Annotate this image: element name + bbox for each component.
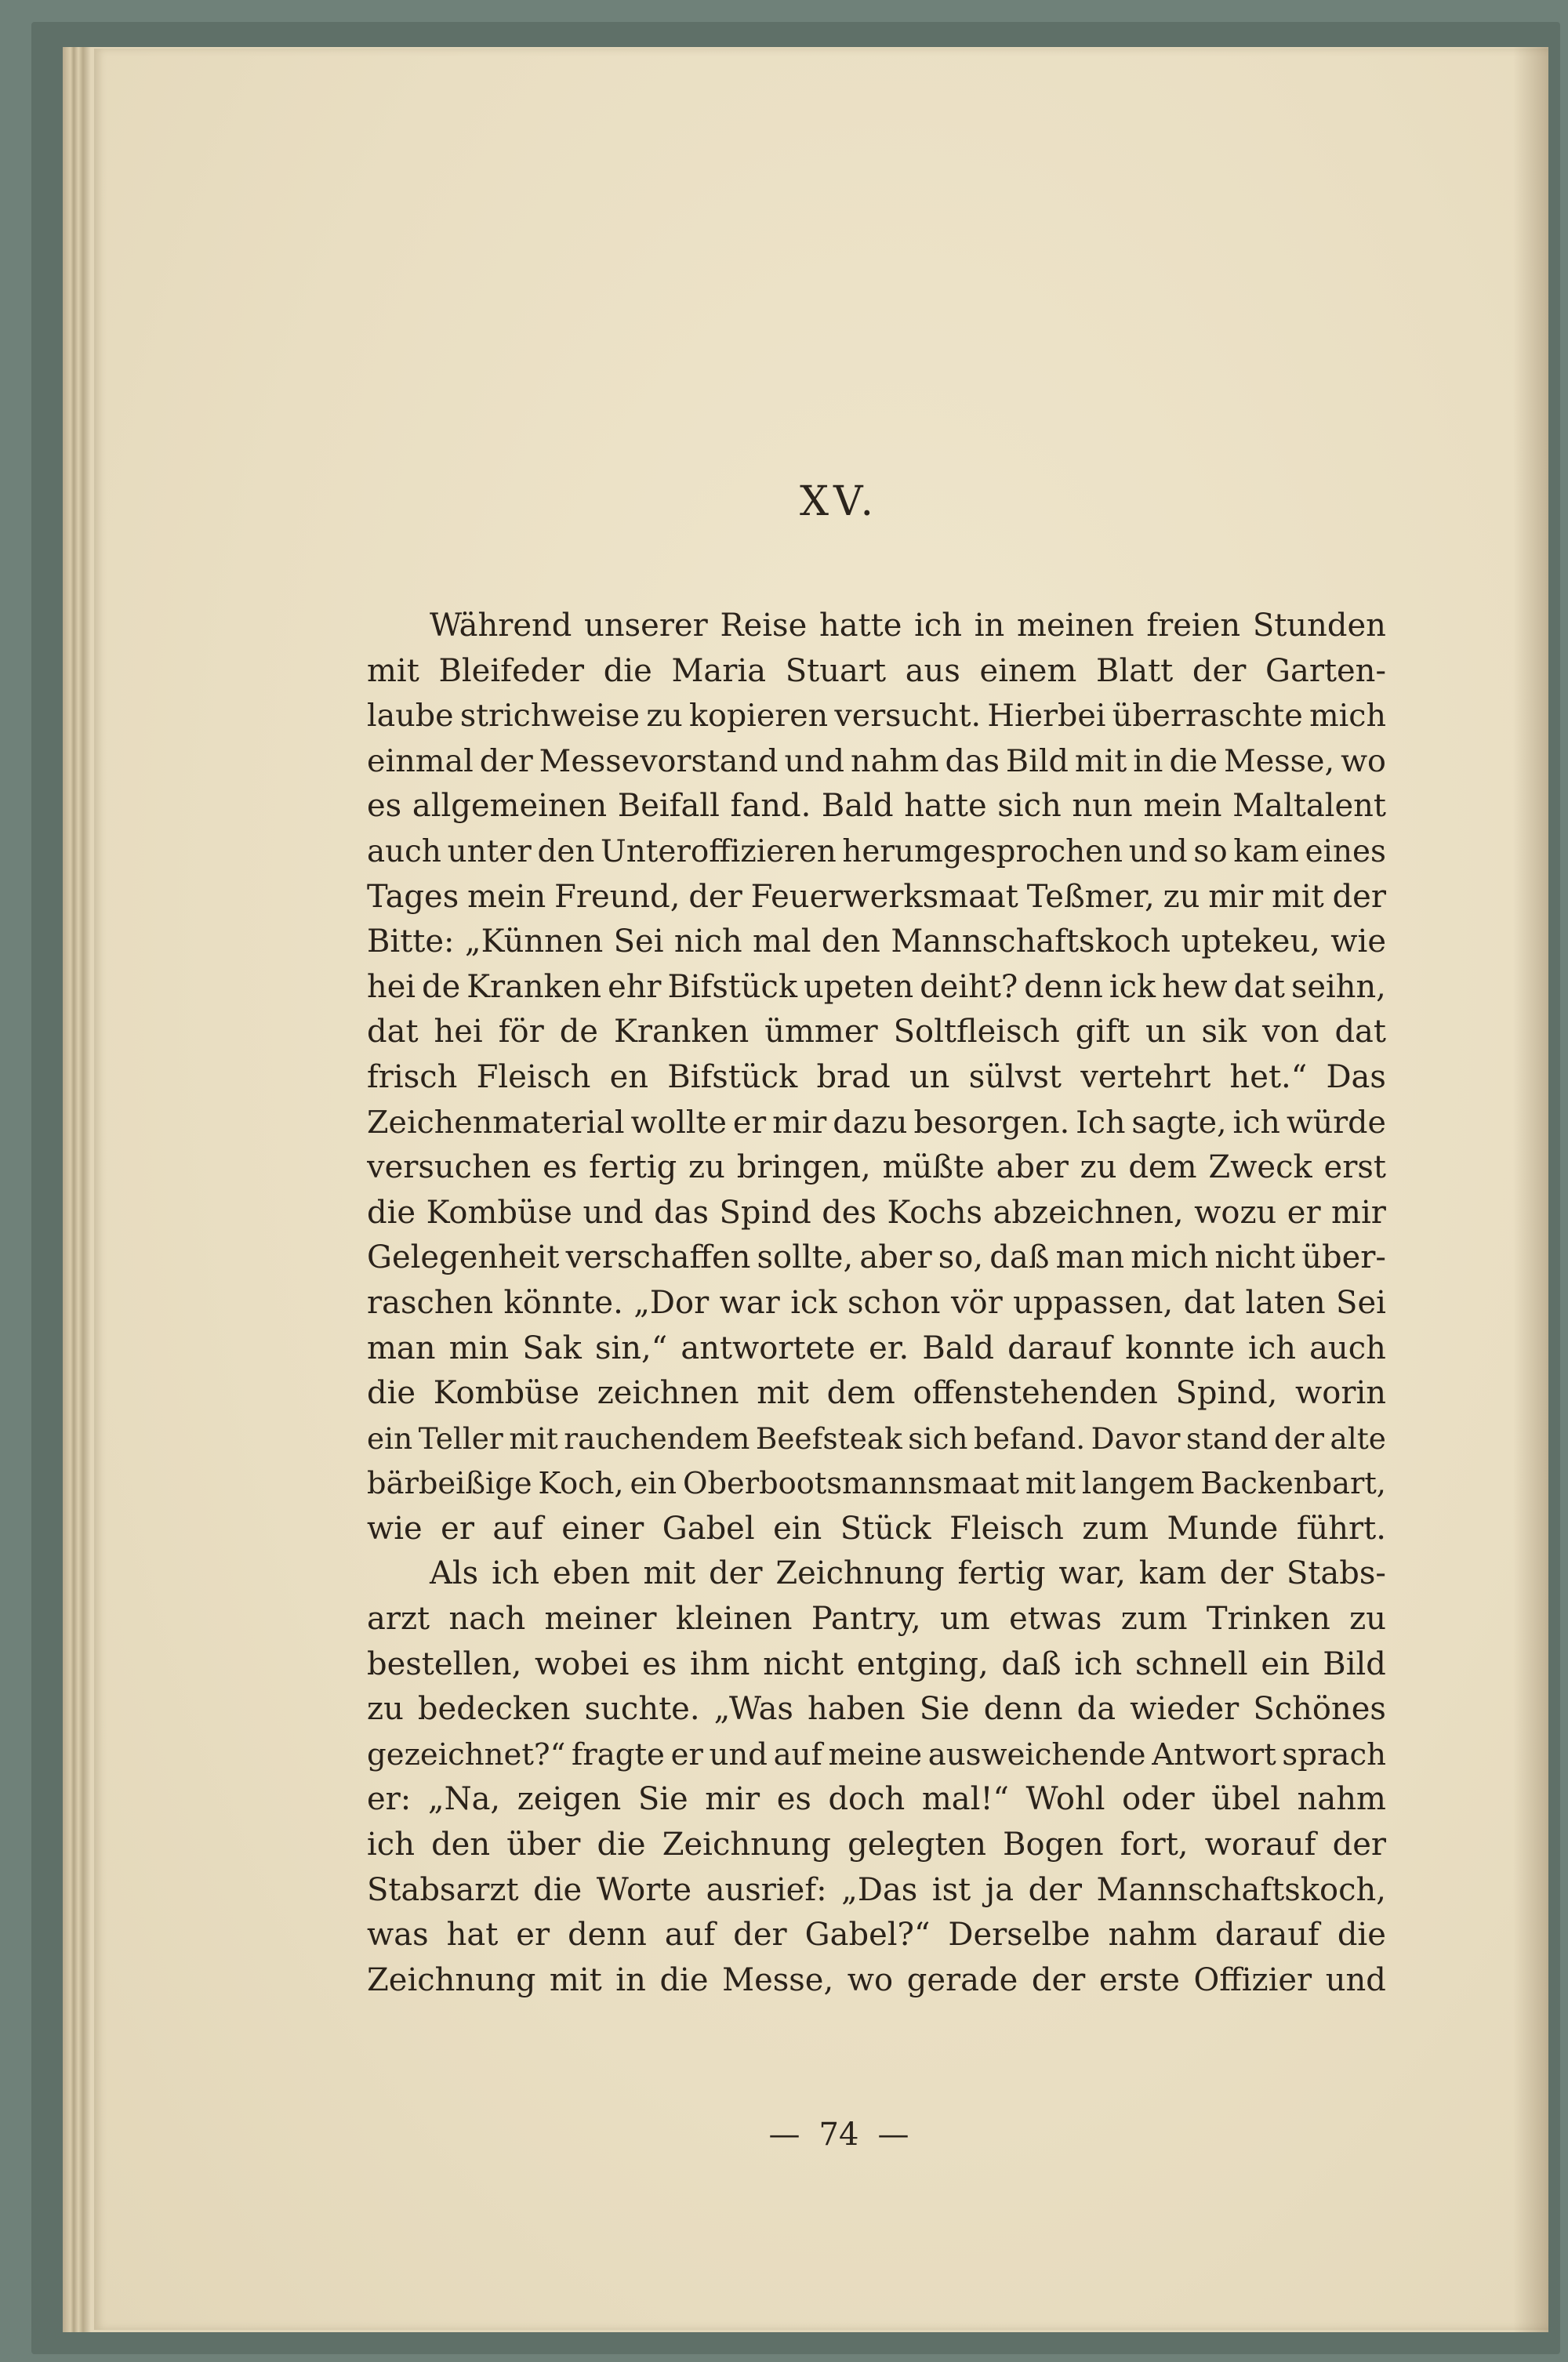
text-line: die Kombüse und das Spind des Kochs abzeichnen, wozu er mir (367, 1194, 1386, 1231)
text-line: versuchen es fertig zu bringen, müßte aber zu dem Zweck erst (367, 1149, 1386, 1186)
text-line: man min Sak sin,“ antwortete er. Bald darauf konnte ich auch (367, 1330, 1386, 1366)
folio-dash-left: — (768, 2117, 800, 2153)
text-line: ein Teller mit rauchendem Beefsteak sich befand. Davor stand der alte (367, 1420, 1386, 1456)
text-line: Zeichenmaterial wollte er mir dazu besorgen. Ich sagte, ich würde (367, 1104, 1386, 1141)
text-line: frisch Fleisch en Bifstück brad un sülvst vertehrt het.“ Das (367, 1058, 1386, 1095)
text-line: Tages mein Freund, der Feuerwerksmaat Teßmer, zu mir mit der (367, 878, 1386, 915)
text-line: hei de Kranken ehr Bifstück upeten deiht? denn ick hew dat seihn, (367, 968, 1386, 1005)
text-line: wie er auf einer Gabel ein Stück Fleisch zum Munde führt. (367, 1510, 1386, 1547)
text-line: mit Bleifeder die Maria Stuart aus einem Blatt der Garten- (367, 652, 1386, 689)
text-line: laube strichweise zu kopieren versucht. Hierbei überraschte mich (367, 698, 1386, 735)
page-footer (0, 2117, 1568, 2153)
text-line: ich den über die Zeichnung gelegten Bogen fort, worauf der (367, 1827, 1386, 1863)
text-line: Während unserer Reise hatte ich in meinen freien Stunden (430, 608, 1386, 644)
text-line: raschen könnte. „Dor war ick schon vör uppassen, dat laten Sei (367, 1284, 1386, 1321)
text-line: dat hei för de Kranken ümmer Soltfleisch gift un sik von dat (367, 1014, 1386, 1050)
folio-dash-right: — (877, 2117, 909, 2153)
text-line: die Kombüse zeichnen mit dem offenstehenden Spind, worin (367, 1375, 1386, 1412)
text-line: bestellen, wobei es ihm nicht entging, daß ich schnell ein Bild (367, 1645, 1386, 1682)
text-line: bärbeißige Koch, ein Oberbootsmannsmaat mit langem Backenbart, (367, 1466, 1386, 1502)
text-line: Stabsarzt die Worte ausrief: „Das ist ja der Mannschaftskoch, (367, 1871, 1386, 1908)
body-text (367, 604, 1386, 2003)
text-line: einmal der Messevorstand und nahm das Bild mit in die Messe, wo (367, 742, 1386, 779)
text-line: Zeichnung mit in die Messe, wo gerade der erste Offizier und (367, 1961, 1386, 1998)
text-line: er: „Na, zeigen Sie mir es doch mal!“ Wohl oder übel nahm (367, 1781, 1386, 1818)
text-line: Bitte: „Künnen Sei nich mal den Mannschaftskoch uptekeu, wie (367, 923, 1386, 960)
spine-shadow (1513, 47, 1548, 2332)
text-line: es allgemeinen Beifall fand. Bald hatte sich nun mein Maltalent (367, 788, 1386, 825)
text-line: Gelegenheit verschaffen sollte, aber so, daß man mich nicht über- (367, 1239, 1386, 1276)
text-line: zu bedecken suchte. „Was haben Sie denn da wieder Schönes (367, 1691, 1386, 1728)
page-number: 74 (818, 2117, 859, 2153)
text-line: Als ich eben mit der Zeichnung fertig war, kam der Stabs- (430, 1555, 1386, 1592)
text-line: gezeichnet?“ fragte er und auf meine ausweichende Antwort sprach (367, 1736, 1386, 1772)
chapter-heading: XV. (799, 478, 878, 525)
text-line: auch unter den Unteroffizieren herumgesprochen und so kam eines (367, 833, 1386, 869)
text-line: arzt nach meiner kleinen Pantry, um etwas zum Trinken zu (367, 1601, 1386, 1638)
text-line: was hat er denn auf der Gabel?“ Derselbe nahm darauf die (367, 1917, 1386, 1954)
